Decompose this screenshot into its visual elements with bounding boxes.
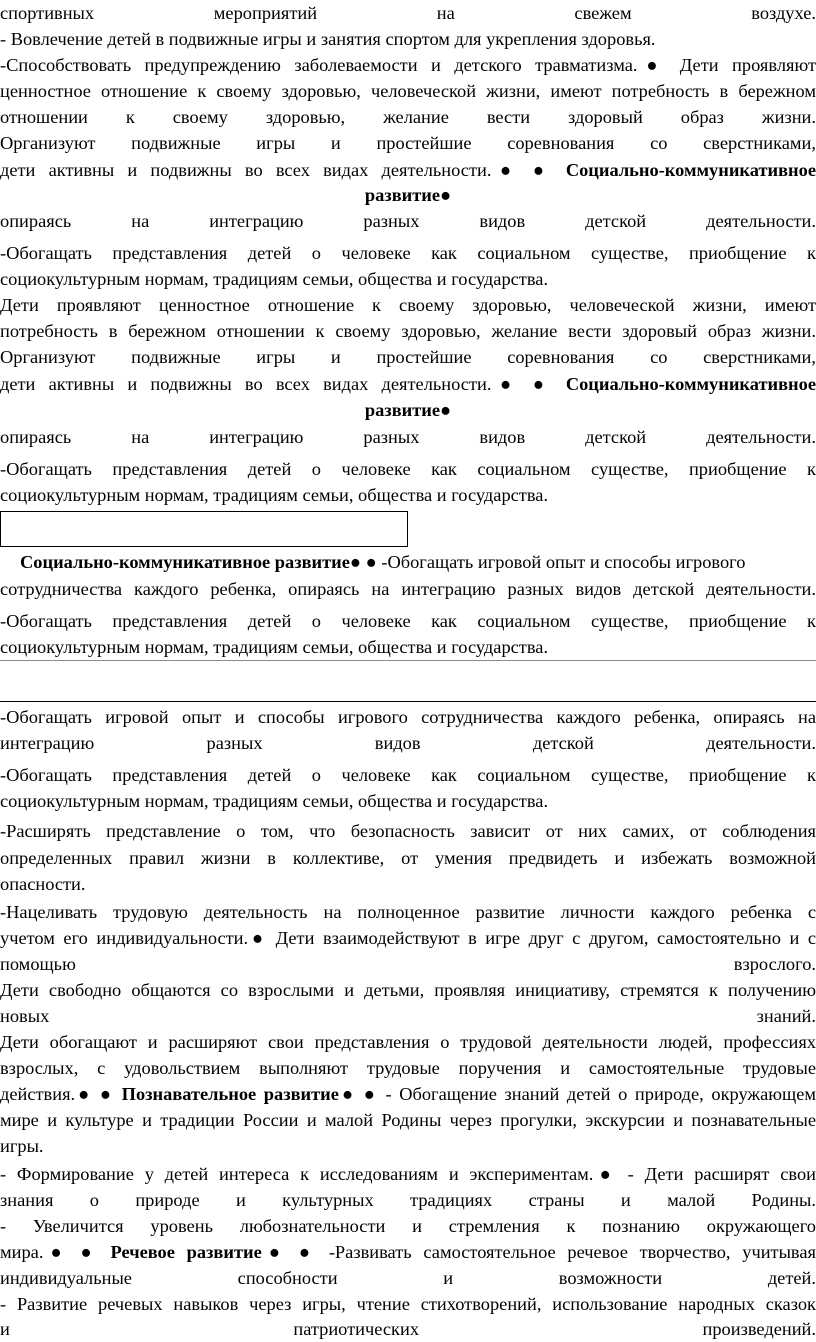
text-line: -Обогащать представления детей о человеке как социальном существе, приобщение к [0, 243, 816, 263]
text-run: -Обогащать игровой опыт и способы игрового [381, 552, 746, 572]
text-line: -Обогащать игровой опыт и способы игрового сотрудничества каждого ребенка, опираясь на [0, 707, 816, 727]
text-line: -Расширять представление о том, что безопасность зависит от них самих, от соблюдения [0, 821, 816, 841]
divider [0, 660, 816, 661]
text-line: мире и культуре и традиции России и малой Родины через прогулки, экскурсии и познавательные [0, 1110, 816, 1130]
text-line [0, 549, 816, 575]
text-line: отношении к своему здоровью, желание вести здоровый образ жизни. [0, 107, 816, 127]
divider [0, 701, 816, 702]
text-line: социокультурным нормам, традициям семьи, общества и государства. [0, 791, 549, 811]
text-line: спортивных мероприятий на свежем воздухе. [0, 3, 816, 23]
text-line: учетом его индивидуальности.● Дети взаимодействуют в игре друг с другом, самостоятельно и с [0, 928, 816, 948]
text-run: мира.● ● [0, 1242, 99, 1262]
text-line: новых знаний. [0, 1006, 816, 1026]
text-line: интеграцию разных видов детской деятельности. [0, 733, 816, 753]
text-line: Организуют подвижные игры и простейшие соревнования со сверстниками, [0, 133, 816, 153]
text-line: Дети свободно общаются со взрослыми и детьми, проявляя инициативу, стремятся к получению [0, 980, 816, 1000]
text-line [0, 1239, 816, 1265]
text-line: индивидуальные способности и возможности детей. [0, 1268, 816, 1288]
text-line: - Вовлечение детей в подвижные игры и занятия спортом для укрепления здоровья. [0, 29, 656, 49]
text-line: Дети проявляют ценностное отношение к своему здоровью, человеческой жизни, имеют [0, 295, 816, 315]
section-heading: развитие● [364, 400, 452, 420]
text-line: сотрудничества каждого ребенка, опираясь на интеграцию разных видов детской деятельности. [0, 579, 816, 599]
text-line: игры. [0, 1136, 44, 1156]
section-heading: Социально-коммуникативное [565, 160, 816, 180]
text-line: определенных правил жизни в коллективе, от умения предвидеть и избежать возможной [0, 848, 816, 868]
text-line: Организуют подвижные игры и простейшие соревнования со сверстниками, [0, 347, 816, 367]
text-line: помощью взрослого. [0, 954, 816, 974]
section-heading: Социально-коммуникативное [565, 374, 816, 394]
text-line: и патриотических произведений. [0, 1319, 816, 1339]
text-line: взрослых, с удовольствием выполняют трудовые поручения и самостоятельные трудовые [0, 1058, 816, 1078]
text-line: опасности. [0, 874, 86, 894]
section-heading: Социально-коммуникативное развитие● ● [20, 552, 377, 572]
text-line: опираясь на интеграцию разных видов детской деятельности. [0, 427, 816, 447]
text-line: знания о природе и культурных традициях страны и малой Родины. [0, 1190, 816, 1210]
section-heading: Речевое развитие● ● [110, 1242, 318, 1262]
text-line: - Увеличится уровень любознательности и стремления к познанию окружающего [0, 1216, 816, 1236]
text-run: действия.● ● [0, 1084, 115, 1104]
empty-text-box [0, 511, 408, 547]
text-line: -Обогащать представления детей о человеке как социальном существе, приобщение к [0, 611, 816, 631]
text-line [0, 371, 816, 397]
text-run: - Обогащение знаний детей о природе, окружающем [385, 1084, 816, 1104]
text-line [0, 1081, 816, 1107]
text-run: дети активны и подвижны во всех видах деятельности.● ● [0, 374, 553, 394]
text-line [0, 157, 816, 183]
text-line: опираясь на интеграцию разных видов детской деятельности. [0, 211, 816, 231]
text-line: -Обогащать представления детей о человеке как социальном существе, приобщение к [0, 459, 816, 479]
text-line: социокультурным нормам, традициям семьи, общества и государства. [0, 485, 549, 505]
text-line: социокультурным нормам, традициям семьи, общества и государства. [0, 637, 549, 657]
text-line: - Развитие речевых навыков через игры, чтение стихотворений, использование народных сказок [0, 1294, 816, 1314]
text-line: социокультурным нормам, традициям семьи, общества и государства. [0, 269, 549, 289]
text-line: -Способствовать предупреждению заболеваемости и детского травматизма.● Дети проявляют [0, 55, 816, 75]
text-line: -Обогащать представления детей о человеке как социальном существе, приобщение к [0, 765, 816, 785]
text-line: - Формирование у детей интереса к исследованиям и экспериментам.● - Дети расширят свои [0, 1164, 816, 1184]
text-line: ценностное отношение к своему здоровью, человеческой жизни, имеют потребность в бережном [0, 81, 816, 101]
text-run: дети активны и подвижны во всех видах деятельности.● ● [0, 160, 553, 180]
section-heading: Познавательное развитие● ● [121, 1084, 378, 1104]
text-line: потребность в бережном отношении к своему здоровью, желание вести здоровый образ жизни. [0, 321, 816, 341]
text-run: -Развивать самостоятельное речевое творчество, учитывая [328, 1242, 816, 1262]
section-heading: развитие● [364, 185, 452, 205]
text-line: Дети обогащают и расширяют свои представления о трудовой деятельности людей, профессиях [0, 1032, 816, 1052]
text-line: -Нацеливать трудовую деятельность на полноценное развитие личности каждого ребенка с [0, 902, 816, 922]
